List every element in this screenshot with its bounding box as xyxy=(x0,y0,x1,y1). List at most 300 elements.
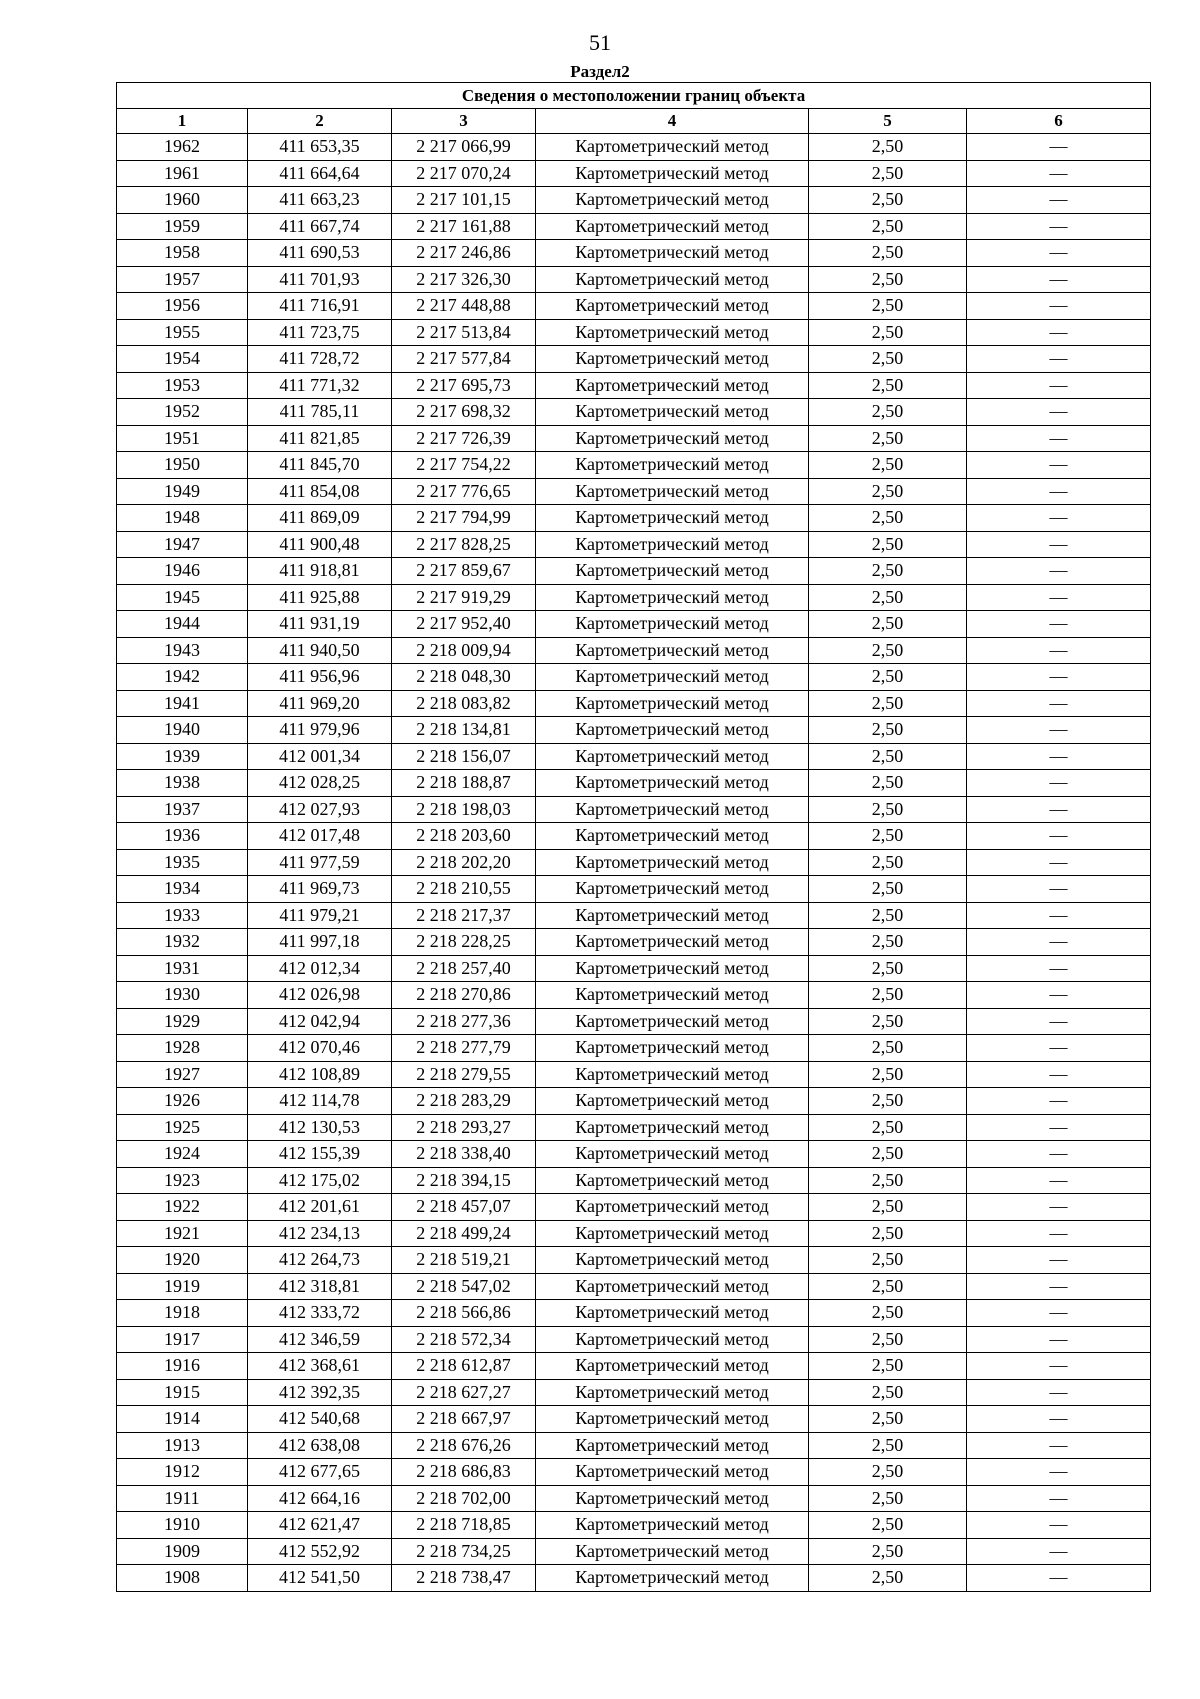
accuracy-cell: 2,50 xyxy=(809,425,967,452)
table-row xyxy=(117,929,1151,956)
description-cell: — xyxy=(967,1273,1151,1300)
method-cell: Картометрический метод xyxy=(536,293,809,320)
accuracy-cell: 2,50 xyxy=(809,293,967,320)
table-row xyxy=(117,134,1151,161)
accuracy-cell: 2,50 xyxy=(809,743,967,770)
y-coordinate-cell: 2 218 394,15 xyxy=(392,1167,536,1194)
method-cell: Картометрический метод xyxy=(536,849,809,876)
y-coordinate-cell: 2 218 718,85 xyxy=(392,1512,536,1539)
description-cell: — xyxy=(967,1512,1151,1539)
accuracy-cell: 2,50 xyxy=(809,558,967,585)
x-coordinate-cell: 412 028,25 xyxy=(248,770,392,797)
accuracy-cell: 2,50 xyxy=(809,849,967,876)
y-coordinate-cell: 2 218 676,26 xyxy=(392,1432,536,1459)
table-row xyxy=(117,1538,1151,1565)
x-coordinate-cell: 411 969,20 xyxy=(248,690,392,717)
point-number-cell: 1932 xyxy=(117,929,248,956)
description-cell: — xyxy=(967,1114,1151,1141)
y-coordinate-cell: 2 218 228,25 xyxy=(392,929,536,956)
table-row xyxy=(117,690,1151,717)
point-number-cell: 1916 xyxy=(117,1353,248,1380)
point-number-cell: 1912 xyxy=(117,1459,248,1486)
x-coordinate-cell: 412 026,98 xyxy=(248,982,392,1009)
table-row xyxy=(117,1061,1151,1088)
description-cell: — xyxy=(967,1485,1151,1512)
description-cell: — xyxy=(967,346,1151,373)
description-cell: — xyxy=(967,266,1151,293)
x-coordinate-cell: 412 541,50 xyxy=(248,1565,392,1592)
method-cell: Картометрический метод xyxy=(536,611,809,638)
x-coordinate-cell: 412 552,92 xyxy=(248,1538,392,1565)
y-coordinate-cell: 2 218 134,81 xyxy=(392,717,536,744)
description-cell: — xyxy=(967,399,1151,426)
table-row xyxy=(117,1326,1151,1353)
y-coordinate-cell: 2 218 738,47 xyxy=(392,1565,536,1592)
x-coordinate-cell: 411 716,91 xyxy=(248,293,392,320)
point-number-cell: 1951 xyxy=(117,425,248,452)
method-cell: Картометрический метод xyxy=(536,531,809,558)
accuracy-cell: 2,50 xyxy=(809,346,967,373)
x-coordinate-cell: 411 785,11 xyxy=(248,399,392,426)
y-coordinate-cell: 2 218 667,97 xyxy=(392,1406,536,1433)
accuracy-cell: 2,50 xyxy=(809,372,967,399)
point-number-cell: 1943 xyxy=(117,637,248,664)
method-cell: Картометрический метод xyxy=(536,1114,809,1141)
accuracy-cell: 2,50 xyxy=(809,1565,967,1592)
y-coordinate-cell: 2 217 101,15 xyxy=(392,187,536,214)
description-cell: — xyxy=(967,637,1151,664)
point-number-cell: 1910 xyxy=(117,1512,248,1539)
table-row xyxy=(117,637,1151,664)
accuracy-cell: 2,50 xyxy=(809,1353,967,1380)
point-number-cell: 1914 xyxy=(117,1406,248,1433)
accuracy-cell: 2,50 xyxy=(809,717,967,744)
accuracy-cell: 2,50 xyxy=(809,478,967,505)
boundary-coordinates-table xyxy=(116,82,1151,1592)
accuracy-cell: 2,50 xyxy=(809,399,967,426)
table-row xyxy=(117,1379,1151,1406)
accuracy-cell: 2,50 xyxy=(809,770,967,797)
description-cell: — xyxy=(967,770,1151,797)
description-cell: — xyxy=(967,849,1151,876)
point-number-cell: 1953 xyxy=(117,372,248,399)
x-coordinate-cell: 412 027,93 xyxy=(248,796,392,823)
accuracy-cell: 2,50 xyxy=(809,1220,967,1247)
method-cell: Картометрический метод xyxy=(536,399,809,426)
description-cell: — xyxy=(967,1565,1151,1592)
x-coordinate-cell: 411 979,21 xyxy=(248,902,392,929)
x-coordinate-cell: 412 017,48 xyxy=(248,823,392,850)
table-body xyxy=(117,134,1151,1592)
method-cell: Картометрический метод xyxy=(536,425,809,452)
description-cell: — xyxy=(967,452,1151,479)
table-row xyxy=(117,452,1151,479)
x-coordinate-cell: 411 663,23 xyxy=(248,187,392,214)
description-cell: — xyxy=(967,160,1151,187)
x-coordinate-cell: 412 638,08 xyxy=(248,1432,392,1459)
method-cell: Картометрический метод xyxy=(536,1194,809,1221)
point-number-cell: 1954 xyxy=(117,346,248,373)
description-cell: — xyxy=(967,1088,1151,1115)
y-coordinate-cell: 2 218 293,27 xyxy=(392,1114,536,1141)
x-coordinate-cell: 412 175,02 xyxy=(248,1167,392,1194)
point-number-cell: 1930 xyxy=(117,982,248,1009)
y-coordinate-cell: 2 218 048,30 xyxy=(392,664,536,691)
point-number-cell: 1944 xyxy=(117,611,248,638)
x-coordinate-cell: 412 012,34 xyxy=(248,955,392,982)
x-coordinate-cell: 412 621,47 xyxy=(248,1512,392,1539)
accuracy-cell: 2,50 xyxy=(809,1300,967,1327)
y-coordinate-cell: 2 218 338,40 xyxy=(392,1141,536,1168)
table-row xyxy=(117,955,1151,982)
accuracy-cell: 2,50 xyxy=(809,1326,967,1353)
description-cell: — xyxy=(967,1459,1151,1486)
table-row xyxy=(117,1141,1151,1168)
y-coordinate-cell: 2 218 499,24 xyxy=(392,1220,536,1247)
y-coordinate-cell: 2 217 794,99 xyxy=(392,505,536,532)
table-row xyxy=(117,1008,1151,1035)
description-cell: — xyxy=(967,902,1151,929)
y-coordinate-cell: 2 217 919,29 xyxy=(392,584,536,611)
table-row xyxy=(117,849,1151,876)
description-cell: — xyxy=(967,1538,1151,1565)
y-coordinate-cell: 2 218 283,29 xyxy=(392,1088,536,1115)
table-row xyxy=(117,584,1151,611)
point-number-cell: 1940 xyxy=(117,717,248,744)
table-row xyxy=(117,266,1151,293)
description-cell: — xyxy=(967,1061,1151,1088)
y-coordinate-cell: 2 218 156,07 xyxy=(392,743,536,770)
x-coordinate-cell: 411 940,50 xyxy=(248,637,392,664)
accuracy-cell: 2,50 xyxy=(809,690,967,717)
y-coordinate-cell: 2 217 070,24 xyxy=(392,160,536,187)
description-cell: — xyxy=(967,319,1151,346)
x-coordinate-cell: 411 925,88 xyxy=(248,584,392,611)
y-coordinate-cell: 2 218 202,20 xyxy=(392,849,536,876)
point-number-cell: 1958 xyxy=(117,240,248,267)
table-row xyxy=(117,1459,1151,1486)
point-number-cell: 1956 xyxy=(117,293,248,320)
method-cell: Картометрический метод xyxy=(536,1406,809,1433)
y-coordinate-cell: 2 217 326,30 xyxy=(392,266,536,293)
method-cell: Картометрический метод xyxy=(536,1167,809,1194)
accuracy-cell: 2,50 xyxy=(809,1273,967,1300)
x-coordinate-cell: 412 070,46 xyxy=(248,1035,392,1062)
point-number-cell: 1909 xyxy=(117,1538,248,1565)
point-number-cell: 1938 xyxy=(117,770,248,797)
table-row xyxy=(117,1220,1151,1247)
x-coordinate-cell: 412 201,61 xyxy=(248,1194,392,1221)
accuracy-cell: 2,50 xyxy=(809,611,967,638)
x-coordinate-cell: 411 854,08 xyxy=(248,478,392,505)
table-row xyxy=(117,558,1151,585)
table-row xyxy=(117,796,1151,823)
accuracy-cell: 2,50 xyxy=(809,1406,967,1433)
method-cell: Картометрический метод xyxy=(536,1565,809,1592)
description-cell: — xyxy=(967,1432,1151,1459)
x-coordinate-cell: 411 979,96 xyxy=(248,717,392,744)
point-number-cell: 1946 xyxy=(117,558,248,585)
y-coordinate-cell: 2 217 066,99 xyxy=(392,134,536,161)
point-number-cell: 1961 xyxy=(117,160,248,187)
table-row xyxy=(117,1035,1151,1062)
x-coordinate-cell: 412 130,53 xyxy=(248,1114,392,1141)
description-cell: — xyxy=(967,213,1151,240)
y-coordinate-cell: 2 217 448,88 xyxy=(392,293,536,320)
description-cell: — xyxy=(967,558,1151,585)
x-coordinate-cell: 412 540,68 xyxy=(248,1406,392,1433)
y-coordinate-cell: 2 218 277,79 xyxy=(392,1035,536,1062)
method-cell: Картометрический метод xyxy=(536,982,809,1009)
y-coordinate-cell: 2 218 279,55 xyxy=(392,1061,536,1088)
table-row xyxy=(117,372,1151,399)
table-row xyxy=(117,478,1151,505)
x-coordinate-cell: 411 821,85 xyxy=(248,425,392,452)
point-number-cell: 1941 xyxy=(117,690,248,717)
accuracy-cell: 2,50 xyxy=(809,823,967,850)
y-coordinate-cell: 2 218 519,21 xyxy=(392,1247,536,1274)
description-cell: — xyxy=(967,1379,1151,1406)
description-cell: — xyxy=(967,743,1151,770)
y-coordinate-cell: 2 218 270,86 xyxy=(392,982,536,1009)
method-cell: Картометрический метод xyxy=(536,1088,809,1115)
column-header: 4 xyxy=(536,109,809,134)
accuracy-cell: 2,50 xyxy=(809,982,967,1009)
x-coordinate-cell: 411 997,18 xyxy=(248,929,392,956)
method-cell: Картометрический метод xyxy=(536,690,809,717)
y-coordinate-cell: 2 218 572,34 xyxy=(392,1326,536,1353)
point-number-cell: 1933 xyxy=(117,902,248,929)
table-row xyxy=(117,346,1151,373)
table-row xyxy=(117,1088,1151,1115)
accuracy-cell: 2,50 xyxy=(809,1035,967,1062)
method-cell: Картометрический метод xyxy=(536,664,809,691)
point-number-cell: 1917 xyxy=(117,1326,248,1353)
accuracy-cell: 2,50 xyxy=(809,160,967,187)
point-number-cell: 1915 xyxy=(117,1379,248,1406)
table-row xyxy=(117,425,1151,452)
x-coordinate-cell: 412 001,34 xyxy=(248,743,392,770)
table-row xyxy=(117,531,1151,558)
point-number-cell: 1942 xyxy=(117,664,248,691)
point-number-cell: 1934 xyxy=(117,876,248,903)
table-row xyxy=(117,876,1151,903)
table-row xyxy=(117,160,1151,187)
accuracy-cell: 2,50 xyxy=(809,1061,967,1088)
table-row xyxy=(117,1406,1151,1433)
method-cell: Картометрический метод xyxy=(536,1300,809,1327)
table-row xyxy=(117,1194,1151,1221)
point-number-cell: 1937 xyxy=(117,796,248,823)
method-cell: Картометрический метод xyxy=(536,1273,809,1300)
method-cell: Картометрический метод xyxy=(536,584,809,611)
accuracy-cell: 2,50 xyxy=(809,929,967,956)
point-number-cell: 1929 xyxy=(117,1008,248,1035)
method-cell: Картометрический метод xyxy=(536,876,809,903)
method-cell: Картометрический метод xyxy=(536,929,809,956)
description-cell: — xyxy=(967,1167,1151,1194)
method-cell: Картометрический метод xyxy=(536,955,809,982)
x-coordinate-cell: 412 346,59 xyxy=(248,1326,392,1353)
x-coordinate-cell: 412 392,35 xyxy=(248,1379,392,1406)
method-cell: Картометрический метод xyxy=(536,717,809,744)
method-cell: Картометрический метод xyxy=(536,1035,809,1062)
method-cell: Картометрический метод xyxy=(536,558,809,585)
table-row xyxy=(117,1432,1151,1459)
method-cell: Картометрический метод xyxy=(536,1247,809,1274)
description-cell: — xyxy=(967,425,1151,452)
method-cell: Картометрический метод xyxy=(536,505,809,532)
y-coordinate-cell: 2 218 277,36 xyxy=(392,1008,536,1035)
description-cell: — xyxy=(967,584,1151,611)
x-coordinate-cell: 411 667,74 xyxy=(248,213,392,240)
table-row xyxy=(117,1114,1151,1141)
method-cell: Картометрический метод xyxy=(536,1141,809,1168)
method-cell: Картометрический метод xyxy=(536,319,809,346)
accuracy-cell: 2,50 xyxy=(809,319,967,346)
accuracy-cell: 2,50 xyxy=(809,902,967,929)
y-coordinate-cell: 2 217 726,39 xyxy=(392,425,536,452)
description-cell: — xyxy=(967,187,1151,214)
accuracy-cell: 2,50 xyxy=(809,452,967,479)
accuracy-cell: 2,50 xyxy=(809,584,967,611)
y-coordinate-cell: 2 217 859,67 xyxy=(392,558,536,585)
y-coordinate-cell: 2 218 257,40 xyxy=(392,955,536,982)
method-cell: Картометрический метод xyxy=(536,1326,809,1353)
accuracy-cell: 2,50 xyxy=(809,1141,967,1168)
description-cell: — xyxy=(967,664,1151,691)
point-number-cell: 1947 xyxy=(117,531,248,558)
point-number-cell: 1959 xyxy=(117,213,248,240)
x-coordinate-cell: 411 771,32 xyxy=(248,372,392,399)
x-coordinate-cell: 412 042,94 xyxy=(248,1008,392,1035)
point-number-cell: 1919 xyxy=(117,1273,248,1300)
accuracy-cell: 2,50 xyxy=(809,1114,967,1141)
method-cell: Картометрический метод xyxy=(536,1459,809,1486)
table-caption-row xyxy=(117,83,1151,109)
table-row xyxy=(117,1485,1151,1512)
method-cell: Картометрический метод xyxy=(536,1379,809,1406)
method-cell: Картометрический метод xyxy=(536,823,809,850)
y-coordinate-cell: 2 217 754,22 xyxy=(392,452,536,479)
column-header: 3 xyxy=(392,109,536,134)
table-row xyxy=(117,1565,1151,1592)
x-coordinate-cell: 412 264,73 xyxy=(248,1247,392,1274)
y-coordinate-cell: 2 217 695,73 xyxy=(392,372,536,399)
description-cell: — xyxy=(967,1247,1151,1274)
table-row xyxy=(117,1353,1151,1380)
y-coordinate-cell: 2 218 702,00 xyxy=(392,1485,536,1512)
accuracy-cell: 2,50 xyxy=(809,213,967,240)
y-coordinate-cell: 2 218 210,55 xyxy=(392,876,536,903)
accuracy-cell: 2,50 xyxy=(809,664,967,691)
accuracy-cell: 2,50 xyxy=(809,1432,967,1459)
point-number-cell: 1918 xyxy=(117,1300,248,1327)
accuracy-cell: 2,50 xyxy=(809,1379,967,1406)
point-number-cell: 1925 xyxy=(117,1114,248,1141)
method-cell: Картометрический метод xyxy=(536,187,809,214)
y-coordinate-cell: 2 218 612,87 xyxy=(392,1353,536,1380)
y-coordinate-cell: 2 218 083,82 xyxy=(392,690,536,717)
description-cell: — xyxy=(967,293,1151,320)
description-cell: — xyxy=(967,134,1151,161)
accuracy-cell: 2,50 xyxy=(809,796,967,823)
accuracy-cell: 2,50 xyxy=(809,1538,967,1565)
accuracy-cell: 2,50 xyxy=(809,240,967,267)
description-cell: — xyxy=(967,1008,1151,1035)
x-coordinate-cell: 412 333,72 xyxy=(248,1300,392,1327)
description-cell: — xyxy=(967,955,1151,982)
description-cell: — xyxy=(967,372,1151,399)
accuracy-cell: 2,50 xyxy=(809,505,967,532)
accuracy-cell: 2,50 xyxy=(809,187,967,214)
table-row xyxy=(117,319,1151,346)
y-coordinate-cell: 2 218 009,94 xyxy=(392,637,536,664)
y-coordinate-cell: 2 217 828,25 xyxy=(392,531,536,558)
method-cell: Картометрический метод xyxy=(536,796,809,823)
y-coordinate-cell: 2 217 952,40 xyxy=(392,611,536,638)
table-row xyxy=(117,902,1151,929)
description-cell: — xyxy=(967,1141,1151,1168)
x-coordinate-cell: 412 155,39 xyxy=(248,1141,392,1168)
description-cell: — xyxy=(967,1194,1151,1221)
x-coordinate-cell: 411 956,96 xyxy=(248,664,392,691)
method-cell: Картометрический метод xyxy=(536,1061,809,1088)
method-cell: Картометрический метод xyxy=(536,1512,809,1539)
y-coordinate-cell: 2 217 577,84 xyxy=(392,346,536,373)
description-cell: — xyxy=(967,531,1151,558)
point-number-cell: 1921 xyxy=(117,1220,248,1247)
description-cell: — xyxy=(967,982,1151,1009)
table-row xyxy=(117,1273,1151,1300)
y-coordinate-cell: 2 218 188,87 xyxy=(392,770,536,797)
table-row xyxy=(117,1300,1151,1327)
table-header-row xyxy=(117,109,1151,134)
description-cell: — xyxy=(967,1353,1151,1380)
accuracy-cell: 2,50 xyxy=(809,1459,967,1486)
method-cell: Картометрический метод xyxy=(536,1220,809,1247)
table-row xyxy=(117,743,1151,770)
description-cell: — xyxy=(967,505,1151,532)
column-header: 1 xyxy=(117,109,248,134)
section-title: Раздел2 xyxy=(570,62,630,81)
description-cell: — xyxy=(967,876,1151,903)
method-cell: Картометрический метод xyxy=(536,1353,809,1380)
x-coordinate-cell: 412 114,78 xyxy=(248,1088,392,1115)
x-coordinate-cell: 412 664,16 xyxy=(248,1485,392,1512)
method-cell: Картометрический метод xyxy=(536,452,809,479)
point-number-cell: 1948 xyxy=(117,505,248,532)
column-header: 2 xyxy=(248,109,392,134)
point-number-cell: 1928 xyxy=(117,1035,248,1062)
accuracy-cell: 2,50 xyxy=(809,1512,967,1539)
y-coordinate-cell: 2 218 217,37 xyxy=(392,902,536,929)
accuracy-cell: 2,50 xyxy=(809,1485,967,1512)
x-coordinate-cell: 411 869,09 xyxy=(248,505,392,532)
description-cell: — xyxy=(967,1220,1151,1247)
point-number-cell: 1960 xyxy=(117,187,248,214)
point-number-cell: 1923 xyxy=(117,1167,248,1194)
table-caption: Сведения о местоположении границ объекта xyxy=(117,83,1151,109)
method-cell: Картометрический метод xyxy=(536,902,809,929)
table-row xyxy=(117,982,1151,1009)
x-coordinate-cell: 412 234,13 xyxy=(248,1220,392,1247)
point-number-cell: 1936 xyxy=(117,823,248,850)
point-number-cell: 1952 xyxy=(117,399,248,426)
x-coordinate-cell: 411 918,81 xyxy=(248,558,392,585)
accuracy-cell: 2,50 xyxy=(809,955,967,982)
accuracy-cell: 2,50 xyxy=(809,1008,967,1035)
